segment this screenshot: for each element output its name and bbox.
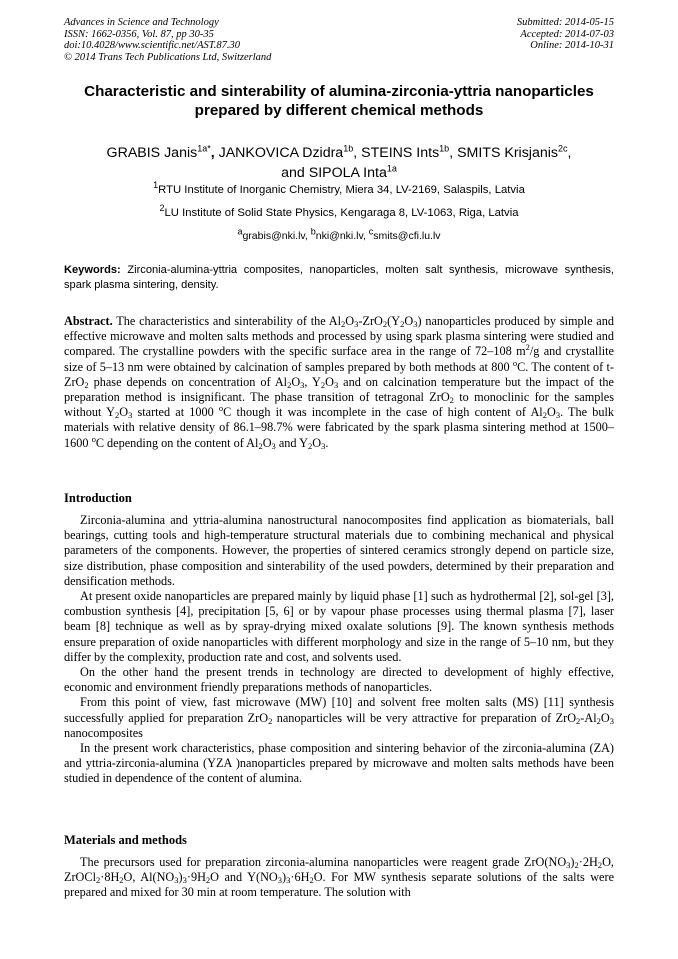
author-sup: 1b <box>343 143 354 154</box>
author-sup: 1a* <box>197 143 211 154</box>
subscript: 2 <box>205 875 211 886</box>
email-sup: a <box>237 226 243 237</box>
abstract-text: . The bulk materials with relative density of 86.1–98.7% were fabricated by the spark plasma sintering method at 1500–1600 <box>64 405 615 450</box>
paragraph: In the present work characteristics, phase composition and sintering behavior of the zirconia-alumina (ZA) and yttria-zirconia-alumina (YZA )nanoparticles prepared by microwave and molten salts methods have been studied in dependence of the content of alumina. <box>64 741 614 786</box>
subscript: 2 <box>341 319 346 329</box>
subscript: 3 <box>286 875 291 886</box>
paragraph-text: ·6H <box>290 870 310 885</box>
subscript: 2 <box>596 715 601 726</box>
abstract-label: Abstract. <box>64 314 113 328</box>
subscript: 3 <box>354 319 359 329</box>
journal-info <box>64 17 271 63</box>
paragraph: On the other hand the present trends in technology are directed to development of highly effective, economic and environment friendly preparations methods of nanoparticles. <box>64 665 614 695</box>
paper-title <box>40 82 638 120</box>
subscript: 3 <box>174 875 179 886</box>
author-name: STEINS Ints <box>361 145 440 161</box>
email-sup: c <box>368 226 374 237</box>
abstract-text: O <box>345 314 355 328</box>
paragraph-text: nanocomposites <box>64 725 143 740</box>
affiliation-2 <box>40 203 638 219</box>
abstract-text: The characteristics and sinterability of the Al <box>112 314 342 328</box>
introduction-body <box>64 513 614 787</box>
subscript: 2 <box>309 875 314 886</box>
subscript: 2 <box>114 410 120 421</box>
subscript: 3 <box>277 875 283 886</box>
paragraph-text: ) <box>570 855 575 869</box>
abstract-text: C depending on the content of Al <box>95 435 259 450</box>
accepted-date: Accepted: 2014-07-03 <box>520 28 614 40</box>
subscript: 3 <box>609 715 614 726</box>
paragraph-text: ) <box>282 870 287 885</box>
email-a: grabis@nki.lv, <box>242 230 311 242</box>
affiliation-sup: 2 <box>159 203 165 214</box>
affiliation-text: RTU Institute of Inorganic Chemistry, Miera 34, LV-2169, Salaspils, Latvia <box>158 184 525 196</box>
paragraph-text: O. For MW synthesis separate solutions of the salts were prepared and mixed for 30 min at room temperature. The solution with <box>64 870 615 900</box>
subscript: 2 <box>268 715 273 726</box>
abstract <box>64 314 614 451</box>
paragraph-text: O and Y(NO <box>210 870 278 885</box>
author-sup: 2c <box>557 143 568 154</box>
subscript: 2 <box>119 875 124 886</box>
paragraph: At present oxide nanoparticles are prepared mainly by liquid phase [1] such as hydrothermal [2], sol-gel [3], combustion synthesis [4], precipitation [5, 6] or by vapour phase processes using thermal plasma [7], laser beam [8] technique as well as by spray-drying mixed oxalate solutions [9]. The known synthesis methods ensure preparation of oxide nanoparticles with different morphology and size in the range of 5–10 nm, but they differ by the complexity, production rate and cost, and solvents used. <box>64 589 614 664</box>
keywords-text: Zirconia-alumina-yttria composites, nanoparticles, molten salt synthesis, microwave synthesis, spark plasma sintering, density. <box>64 264 614 291</box>
subscript: 3 <box>182 875 187 886</box>
abstract-text: O <box>312 435 322 450</box>
abstract-text: O <box>404 314 414 328</box>
abstract-text: and Y <box>275 435 309 450</box>
introduction-heading: Introduction <box>64 491 132 505</box>
abstract-text: C. The content of t-ZrO <box>64 359 614 389</box>
title-line-1: Characteristic and sinterability of alumina-zirconia-yttria nanoparticles <box>84 83 594 100</box>
paragraph <box>64 695 614 741</box>
issn: ISSN: 1662-0356, Vol. 87, pp 30-35 <box>64 28 214 40</box>
abstract-text: O <box>546 405 556 420</box>
keywords-label: Keywords: <box>64 264 121 276</box>
subscript: 2 <box>542 410 547 421</box>
abstract-text: /g and crystallite size of 5–13 nm were obtained by calcination of samples prepared by both methods at 800 <box>64 344 614 374</box>
subscript: 2 <box>95 875 101 886</box>
subscript: 3 <box>271 440 276 451</box>
methods-body <box>64 855 614 901</box>
degree-sup: o <box>91 433 96 444</box>
affiliation-text: LU Institute of Solid State Physics, Kengaraga 8, LV-1063, Riga, Latvia <box>164 207 519 219</box>
subscript: 2 <box>574 860 579 870</box>
author-list: GRABIS Janis$^{1a*}$, JANKOVICA Dzidra$^{1b}$, STEINS Ints$^{1b}$, SMITS Krisjanis$^{2c}$, and SIPOLA Inta$^{1a}$ <box>106 143 572 181</box>
paragraph-text: ) <box>178 870 183 885</box>
abstract-text: . <box>325 435 329 450</box>
subscript: 2 <box>576 715 581 726</box>
paragraph-text: The precursors used for preparation zirconia-alumina nanoparticles were reagent grade ZrO(NO <box>80 855 567 869</box>
superscript: 2 <box>525 342 530 353</box>
author-and: and <box>281 164 305 181</box>
doi: doi:10.4028/www.scientific.net/AST.87.30 <box>64 40 241 51</box>
subscript: 3 <box>321 440 326 451</box>
email-line <box>40 226 638 242</box>
abstract-text: C though it was incomplete in the case of high content of Al <box>223 405 543 420</box>
subscript: 2 <box>597 860 603 870</box>
paragraph-text: O, ZrOCl <box>64 855 614 885</box>
abstract-text: O <box>325 374 334 389</box>
email-sup: b <box>310 226 316 237</box>
keywords <box>64 263 614 293</box>
title-line-2: prepared by different chemical methods <box>194 102 484 119</box>
abstract-text: to monoclinic for the samples without Y <box>64 390 614 420</box>
email-b: nki@nki.lv, <box>315 230 369 242</box>
author-name: GRABIS Janis <box>106 145 198 161</box>
author-sup: 1b <box>439 143 450 154</box>
subscript: 2 <box>287 379 292 390</box>
degree-sup: o <box>512 357 518 368</box>
abstract-text: phase depends on concentration of Al <box>88 374 288 389</box>
paragraph <box>64 855 614 901</box>
online-date: Online: 2014-10-31 <box>530 40 614 51</box>
subscript: 3 <box>128 410 133 421</box>
abstract-text: -ZrO <box>358 314 383 328</box>
abstract-text: and on calcination temperature but the impact of the preparation method is insignificant. The phase transition of tetragonal ZrO <box>64 374 614 405</box>
abstract-text: O <box>291 374 301 389</box>
email-c: smits@cfi.lu.lv <box>373 230 441 242</box>
subscript: 3 <box>413 319 418 329</box>
paragraph-text: ·2H <box>578 855 598 869</box>
subscript: 3 <box>333 379 339 390</box>
paragraph-text: From this point of view, fast microwave (MW) [10] and solvent free molten salts (MS) [11] synthesis successfully applied for preparation ZrO <box>64 695 614 725</box>
subscript: 3 <box>566 860 571 870</box>
paragraph-text: O <box>600 710 610 725</box>
subscript: 2 <box>382 319 388 329</box>
author-name: JANKOVICA Dzidra <box>218 145 344 161</box>
journal-name: Advances in Science and Technology <box>64 17 219 28</box>
paragraph-text: ·8H <box>100 870 120 885</box>
abstract-text: ) nanoparticles produced by simple and effective microwave and molten salts methods and processed by using spark plasma sintering were studied and compared. The crystalline powders with the specific surface area in the range of 72–108 m <box>64 314 614 359</box>
copyright: © 2014 Trans Tech Publications Ltd, Switzerland <box>64 51 272 63</box>
paragraph-text: O, Al(NO <box>123 870 175 885</box>
submitted-date: Submitted: 2014-05-15 <box>516 17 614 28</box>
methods-heading: Materials and methods <box>64 833 187 847</box>
paragraph-text: nanoparticles will be very attractive for preparation of ZrO <box>272 710 577 725</box>
affiliation-1 <box>40 180 638 196</box>
subscript: 2 <box>449 395 454 406</box>
subscript: 2 <box>84 379 89 390</box>
author-name: SIPOLA Inta <box>308 164 387 181</box>
affiliation-sup: 1 <box>153 180 159 191</box>
abstract-text: (Y <box>387 314 401 328</box>
paragraph-text: ·9H <box>186 870 206 885</box>
subscript: 2 <box>258 440 263 451</box>
abstract-text: O <box>119 405 129 420</box>
paragraph: Zirconia-alumina and yttria-alumina nanostructural nanocomposites find application as biomaterials, ball bearings, cutting tools and high-temperature structural materials due to combining mechanical and physical parameters of the components. However, the properties of sintered ceramics strongly depend on particle size, size distribution, phase composition and sinterability of the used powders, determined by their preparation and densification methods. <box>64 513 614 588</box>
subscript: 3 <box>555 410 561 421</box>
degree-sup: o <box>218 403 224 414</box>
author-sup: 1a <box>386 162 397 173</box>
subscript: 3 <box>300 379 305 390</box>
subscript: 2 <box>320 379 326 390</box>
abstract-text: , Y <box>304 374 321 389</box>
author-name: SMITS Krisjanis <box>457 145 558 161</box>
abstract-text: started at 1000 <box>132 405 219 420</box>
subscript: 2 <box>400 319 405 329</box>
abstract-text: O <box>262 435 272 450</box>
dates-info <box>517 17 614 52</box>
subscript: 2 <box>308 440 313 451</box>
paragraph-text: -Al <box>580 710 597 725</box>
